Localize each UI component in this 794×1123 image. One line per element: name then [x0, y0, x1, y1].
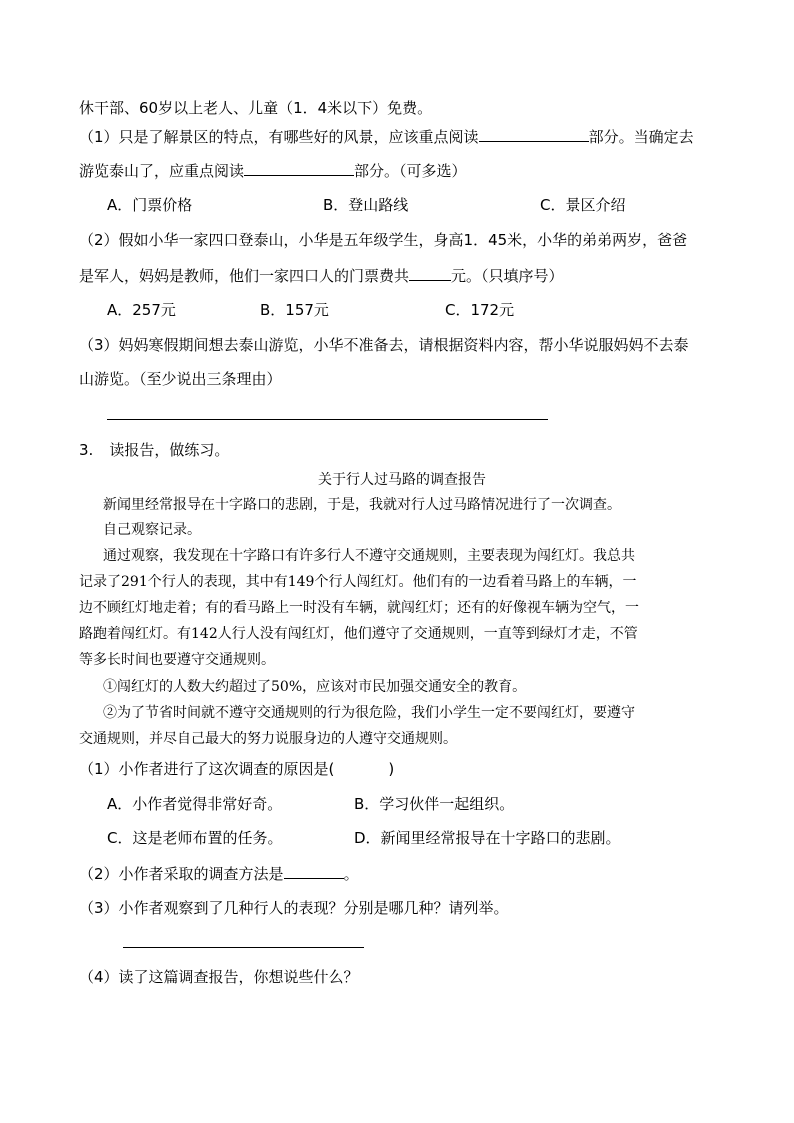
q1-option-b[interactable]: B．登山路线	[323, 196, 409, 214]
report-paragraph: 边不顾红灯地走着；有的看马路上一时没有车辆，就闯红灯；还有的好像视车辆为空气，一	[79, 600, 639, 616]
q1-line2	[79, 160, 467, 181]
sub1-option-c[interactable]: C．这是老师布置的任务。	[107, 829, 283, 847]
q1-text-b: 部分。当确定去	[588, 128, 694, 146]
sub3-line	[79, 898, 509, 918]
q1-option-c[interactable]: C．景区介绍	[540, 196, 626, 214]
q1-option-a[interactable]: A．门票价格	[107, 196, 193, 214]
report-paragraph: 记录了291个行人的表现，其中有149个行人闯红灯。他们有的一边看着马路上的车辆，一	[79, 574, 637, 590]
sub2-text: 小作者采取的调查方法是	[118, 865, 284, 883]
sub4-label: （4）	[79, 968, 119, 986]
q1-line2-b: 部分。（可多选）	[354, 162, 467, 180]
q1-answer-blank-2[interactable]	[244, 160, 354, 176]
report-point-2: ②为了节省时间就不遵守交通规则的行为很危险，我们小学生一定不要闯红灯，要遵守	[103, 705, 635, 721]
q3-label: （3）	[79, 336, 119, 354]
report-title: 关于行人过马路的调查报告	[318, 472, 486, 488]
q2-line1-text: 假如小华一家四口登泰山，小华是五年级学生，身高1．45米，小华的弟弟两岁，爸爸	[118, 231, 688, 249]
report-paragraph: 新闻里经常报导在十字路口的悲剧，于是，我就对行人过马路情况进行了一次调查。	[103, 497, 621, 513]
report-paragraph: 路跑着闯红灯。有142人行人没有闯红灯，他们遵守了交通规则，一直等到绿灯才走，不管	[79, 626, 638, 642]
sub1-option-a[interactable]: A．小作者觉得非常好奇。	[107, 795, 283, 813]
sub2-end: 。	[343, 865, 359, 883]
report-paragraph: 交通规则，并尽自己最大的努力说服身边的人遵守交通规则。	[79, 731, 457, 747]
report-point-1: ①闯红灯的人数大约超过了50%，应该对市民加强交通安全的教育。	[103, 679, 527, 695]
sub2-label: （2）	[79, 865, 119, 883]
q1-answer-blank-1[interactable]	[479, 126, 589, 142]
q2-label: （2）	[79, 231, 119, 249]
sub1-option-b[interactable]: B．学习伙伴一起组织。	[354, 795, 515, 813]
sub2-answer-blank[interactable]	[284, 863, 344, 879]
q2-line1	[79, 230, 687, 250]
q2-line2-a: 是军人，妈妈是教师，他们一家四口人的门票费共	[79, 267, 410, 285]
sub3-answer-line[interactable]	[123, 947, 364, 948]
q3-line1	[79, 335, 689, 355]
sub1-option-d[interactable]: D．新闻里经常报导在十字路口的悲剧。	[354, 829, 621, 847]
q2-option-b[interactable]: B．157元	[260, 301, 329, 319]
intro-line: 休干部、60岁以上老人、儿童（1．4米以下）免费。	[79, 99, 433, 117]
report-paragraph: 通过观察，我发现在十字路口有许多行人不遵守交通规则，主要表现为闯红灯。我总共	[103, 548, 635, 564]
section3-number: 3.	[79, 441, 94, 459]
sub1-label: （1）	[79, 760, 119, 778]
q1-label: （1）	[79, 128, 119, 146]
report-paragraph: 自己观察记录。	[103, 522, 201, 538]
q1-line2-a: 游览泰山了，应重点阅读	[79, 162, 245, 180]
sub2-line	[79, 863, 359, 884]
sub1-text: 小作者进行了这次调查的原因是(	[118, 760, 335, 778]
sub3-label: （3）	[79, 899, 119, 917]
sub1-close: )	[388, 760, 395, 778]
q2-option-a[interactable]: A．257元	[107, 301, 176, 319]
q2-option-c[interactable]: C．172元	[445, 301, 515, 319]
q2-answer-blank[interactable]	[409, 265, 451, 281]
sub4-line	[79, 967, 359, 987]
sub3-text: 小作者观察到了几种行人的表现？分别是哪几种？请列举。	[118, 899, 509, 917]
sub1-line	[79, 759, 394, 779]
report-paragraph: 等多长时间也要遵守交通规则。	[79, 652, 275, 668]
q3-line1-text: 妈妈寒假期间想去泰山游览，小华不准备去，请根据资料内容，帮小华说服妈妈不去泰	[118, 336, 689, 354]
q3-line2: 山游览。（至少说出三条理由）	[79, 370, 282, 388]
section3-header	[79, 440, 229, 460]
q1-line1	[79, 126, 694, 147]
q1-text-a: 只是了解景区的特点，有哪些好的风景，应该重点阅读	[118, 128, 479, 146]
section3-instruction: 读报告，做练习。	[109, 441, 230, 459]
q3-answer-line[interactable]	[107, 419, 548, 420]
q2-line2-b: 元。（只填序号）	[451, 267, 564, 285]
sub4-text: 读了这篇调查报告，你想说些什么？	[118, 968, 359, 986]
q2-line2	[79, 265, 564, 286]
